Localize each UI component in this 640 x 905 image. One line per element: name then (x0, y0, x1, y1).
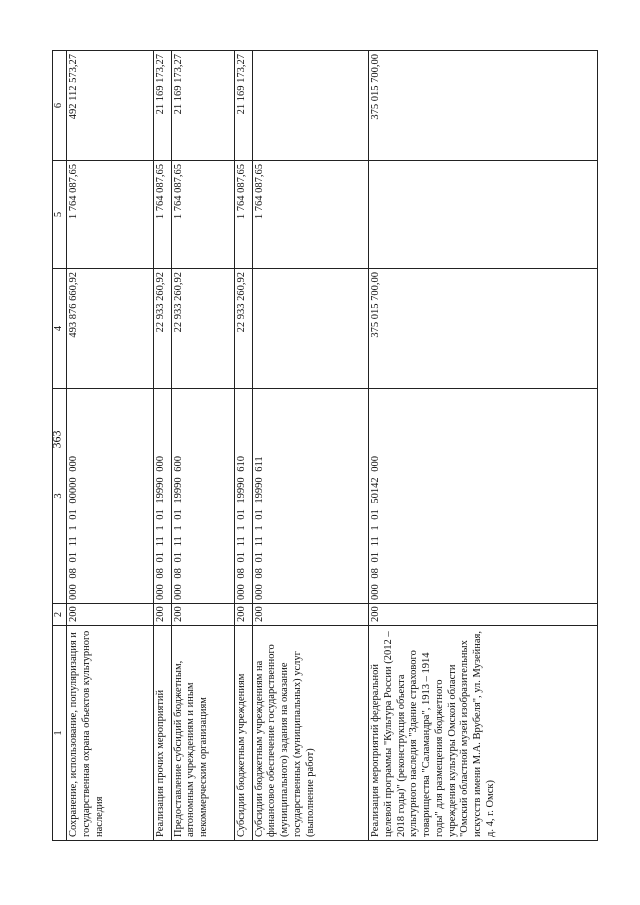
row-code: 000 08 01 11 1 01 00000 000 (67, 389, 154, 604)
row-col4: 375 015 700,00 (368, 269, 597, 389)
row-col4: 22 933 260,92 (234, 269, 252, 389)
row-code: 000 08 01 11 1 01 19990 000 (153, 389, 171, 604)
row-code: 000 08 01 11 1 01 50142 000 (368, 389, 597, 604)
row-name: Реализация прочих мероприятий (153, 626, 171, 841)
col-header-3: 3 (53, 389, 67, 604)
col-header-2: 2 (53, 604, 67, 626)
table-row (368, 51, 597, 841)
row-grbs: 200 (67, 604, 154, 626)
row-name: Субсидии бюджетным учреждениям на финансовое обеспечение государственного (муниципального) задания на оказание государственных (муниципальных) услуг (выполнение работ) (252, 626, 368, 841)
col-header-4: 4 (53, 269, 67, 389)
page-number: 363 (49, 430, 64, 449)
row-name: Реализация мероприятий федеральной целевой программы "Культура России (2012 – 2018 годы)" (реконструкция объекта культурного наследия "Здание страхового товарищества "Саламандра", 1913 – 1914 годы" для размещения бюджетного учреждения культуры Омской области "Омский областной музей изобразительных искусств имени М.А. Врубеля", ул. Музейная, д. 4, г. Омск) (368, 626, 597, 841)
table-row (153, 51, 171, 841)
row-col6 (252, 51, 368, 161)
row-col4: 22 933 260,92 (171, 269, 234, 389)
row-col5: 1 764 087,65 (67, 161, 154, 269)
row-name: Сохранение, использование, популяризация и государственная охрана объектов культурного наследия (67, 626, 154, 841)
row-col6: 375 015 700,00 (368, 51, 597, 161)
row-col5: 1 764 087,65 (153, 161, 171, 269)
row-grbs: 200 (234, 604, 252, 626)
table-row (67, 51, 154, 841)
row-col5: 1 764 087,65 (252, 161, 368, 269)
row-col6: 21 169 173,27 (171, 51, 234, 161)
row-name: Субсидии бюджетным учреждениям (234, 626, 252, 841)
row-col6: 21 169 173,27 (234, 51, 252, 161)
row-col6: 21 169 173,27 (153, 51, 171, 161)
row-col4 (252, 269, 368, 389)
row-col5: 1 764 087,65 (171, 161, 234, 269)
table-row (234, 51, 252, 841)
row-col4: 493 876 660,92 (67, 269, 154, 389)
row-col4: 22 933 260,92 (153, 269, 171, 389)
row-grbs: 200 (252, 604, 368, 626)
row-name: Предоставление субсидий бюджетным, автономным учреждениям и иным некоммерческим организациям (171, 626, 234, 841)
row-col6: 492 112 573,27 (67, 51, 154, 161)
row-col5 (368, 161, 597, 269)
row-grbs: 200 (153, 604, 171, 626)
col-header-1: 1 (53, 626, 67, 841)
row-code: 000 08 01 11 1 01 19990 600 (171, 389, 234, 604)
header-row (53, 51, 67, 841)
table-row (171, 51, 234, 841)
budget-table (49, 50, 598, 841)
row-code: 000 08 01 11 1 01 19990 610 (234, 389, 252, 604)
col-header-6: 6 (53, 51, 67, 161)
row-grbs: 200 (171, 604, 234, 626)
rotated-page (49, 51, 598, 841)
col-header-5: 5 (53, 161, 67, 269)
row-col5: 1 764 087,65 (234, 161, 252, 269)
row-code: 000 08 01 11 1 01 19990 611 (252, 389, 368, 604)
table-row (252, 51, 368, 841)
row-grbs: 200 (368, 604, 597, 626)
